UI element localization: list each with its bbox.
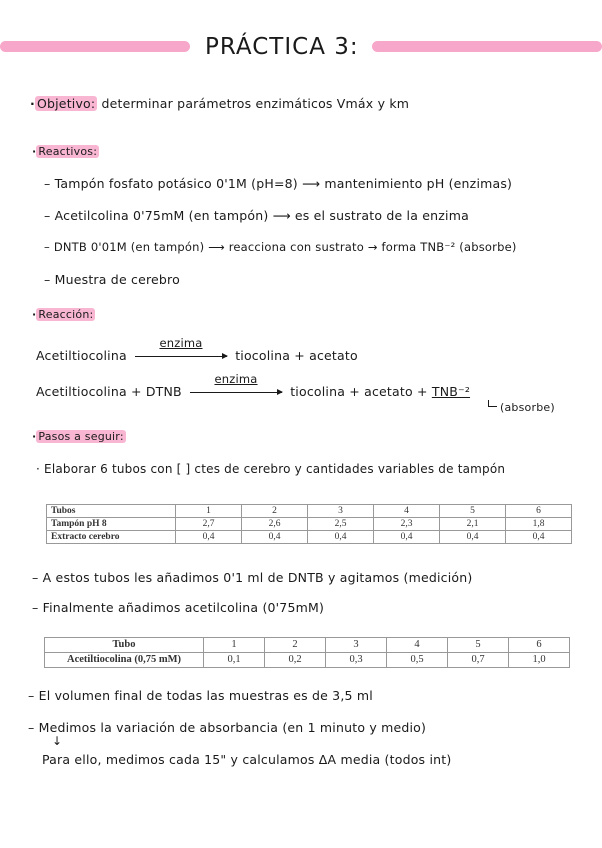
table-header-row: Tubos 1 2 3 4 5 6 <box>47 505 572 518</box>
step-4: – El volumen final de todas las muestras es de 3,5 ml <box>28 688 373 703</box>
objetivo-label: Objetivo: <box>36 96 96 111</box>
page-title: PRÁCTICA 3: <box>205 34 359 60</box>
table-tampon-extracto <box>46 504 572 544</box>
reaction-line-1: Acetiltiocolina enzima tiocolina + acetato <box>36 336 358 363</box>
title-bar-right <box>372 41 602 52</box>
reactivos-label: Reactivos: <box>38 145 98 158</box>
step-2: – A estos tubos les añadimos 0'1 ml de DNTB y agitamos (medición) <box>32 570 473 585</box>
table-header-row: Tubo 1 2 3 4 5 6 <box>45 638 570 653</box>
absorbe-note: (absorbe) <box>488 400 555 414</box>
table-row: Extracto cerebro 0,4 0,4 0,4 0,4 0,4 0,4 <box>47 531 572 544</box>
tnb-product: TNB⁻² <box>431 384 471 399</box>
reaction-line-2: Acetiltiocolina + DTNB enzima tiocolina + acetato + TNB⁻² <box>36 372 471 399</box>
step-3: – Finalmente añadimos acetilcolina (0'75mM) <box>32 600 325 615</box>
step-5: – Medimos la variación de absorbancia (en 1 minuto y medio) <box>28 720 427 735</box>
reaccion-label: Reacción: <box>38 308 94 321</box>
reaccion-heading: · Reacción: <box>32 308 94 321</box>
reactivo-item: – DNTB 0'01M (en tampón) ⟶ reacciona con sustrato → forma TNB⁻² (absorbe) <box>44 240 517 254</box>
objetivo-line: · Objetivo: determinar parámetros enzimáticos Vmáx y km <box>30 96 410 111</box>
reactivo-item: – Muestra de cerebro <box>44 272 180 287</box>
step-6: Para ello, medimos cada 15" y calculamos ΔA media (todos int) <box>42 752 452 767</box>
reactivo-item: – Acetilcolina 0'75mM (en tampón) ⟶ es el sustrato de la enzima <box>44 208 469 223</box>
table-row: Tampón pH 8 2,7 2,6 2,5 2,3 2,1 1,8 <box>47 518 572 531</box>
down-arrow-icon: ↓ <box>52 734 63 748</box>
pasos-heading: · Pasos a seguir: <box>32 430 124 443</box>
step-1: · Elaborar 6 tubos con [ ] ctes de cerebro y cantidades variables de tampón <box>36 462 506 476</box>
table-acetiltiocolina <box>44 637 570 668</box>
reactivos-heading: · Reactivos: <box>32 145 98 158</box>
reactivo-item: – Tampón fosfato potásico 0'1M (pH=8) ⟶ mantenimiento pH (enzimas) <box>44 176 513 191</box>
title-bar-left <box>0 41 190 52</box>
reaction-arrow: enzima <box>190 384 282 399</box>
reaction-arrow: enzima <box>135 348 227 363</box>
pasos-label: Pasos a seguir: <box>38 430 124 443</box>
objetivo-text: determinar parámetros enzimáticos Vmáx y km <box>97 96 410 111</box>
table-row: Acetiltiocolina (0,75 mM) 0,1 0,2 0,3 0,5 0,7 1,0 <box>45 653 570 668</box>
